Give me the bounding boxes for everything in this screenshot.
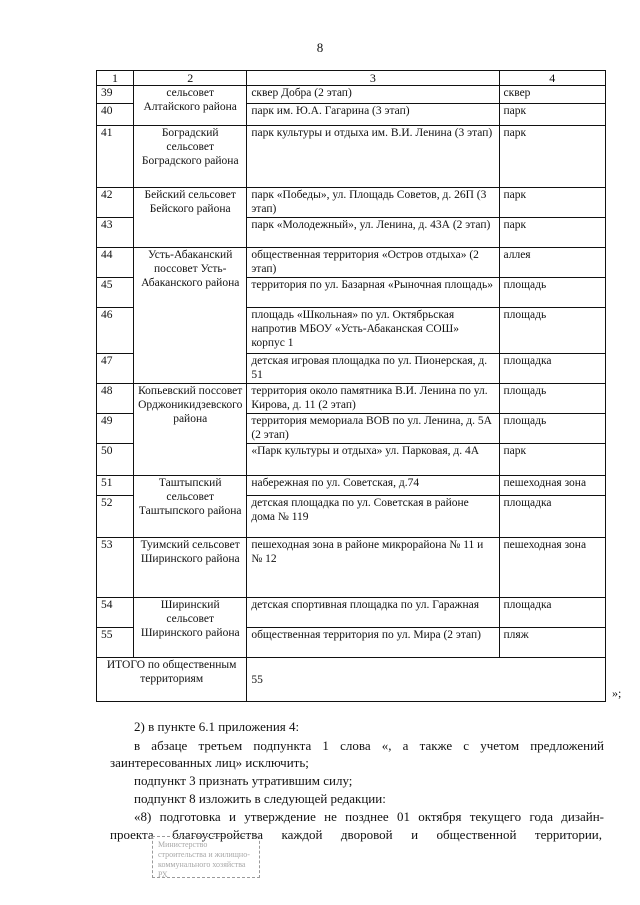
territory-cell: территория мемориала ВОВ по ул. Ленина, д. 5А (2 этап) bbox=[247, 414, 499, 444]
territory-cell: набережная по ул. Советская, д.74 bbox=[247, 476, 499, 496]
type-cell: аллея bbox=[499, 248, 605, 278]
row-number: 46 bbox=[97, 308, 134, 354]
type-cell: парк bbox=[499, 444, 605, 476]
type-cell: пляж bbox=[499, 628, 605, 658]
paragraph-new-text-line-2: проекта благоустройства каждой дворовой и общественной территории, bbox=[110, 827, 602, 842]
territory-cell: парк культуры и отдыха им. В.И. Ленина (3 этап) bbox=[247, 126, 499, 188]
registration-stamp: Министерство строительства и жилищно-коммунального хозяйства РХ bbox=[152, 836, 260, 878]
paragraph-subitem-3: подпункт 3 признать утратившим силу; bbox=[134, 773, 353, 788]
page-number: 8 bbox=[316, 40, 324, 55]
row-number: 51 bbox=[97, 476, 134, 496]
row-number: 55 bbox=[97, 628, 134, 658]
territory-cell: пешеходная зона в районе микрорайона № 11 и № 12 bbox=[247, 538, 499, 598]
paragraph-item-2: 2) в пункте 6.1 приложения 4: bbox=[134, 719, 300, 734]
municipality-cell: сельсовет Алтайского района bbox=[134, 86, 247, 126]
type-cell: площадка bbox=[499, 496, 605, 538]
table-row bbox=[97, 248, 606, 278]
territory-cell: территория по ул. Базарная «Рыночная площадь» bbox=[247, 278, 499, 308]
paragraph-subitem-1-line-2: заинтересованных лиц» исключить; bbox=[110, 755, 309, 770]
territory-cell: парк им. Ю.А. Гагарина (3 этап) bbox=[247, 104, 499, 126]
type-cell: парк bbox=[499, 218, 605, 248]
row-number: 48 bbox=[97, 384, 134, 414]
type-cell: парк bbox=[499, 126, 605, 188]
territory-cell: общественная территория «Остров отдыха» (2 этап) bbox=[247, 248, 499, 278]
territory-cell: общественная территория по ул. Мира (2 этап) bbox=[247, 628, 499, 658]
total-label: ИТОГО по общественным территориям bbox=[97, 658, 247, 702]
header-col-1: 1 bbox=[97, 71, 134, 86]
type-cell: площадь bbox=[499, 384, 605, 414]
table-row bbox=[97, 476, 606, 496]
municipality-cell: Ширинский сельсовет Ширинского района bbox=[134, 598, 247, 658]
municipality-cell: Таштыпский сельсовет Таштыпского района bbox=[134, 476, 247, 538]
type-cell: пешеходная зона bbox=[499, 476, 605, 496]
territory-cell: детская игровая площадка по ул. Пионерская, д. 51 bbox=[247, 354, 499, 384]
territory-cell: детская спортивная площадка по ул. Гаражная bbox=[247, 598, 499, 628]
type-cell: пешеходная зона bbox=[499, 538, 605, 598]
header-col-3: 3 bbox=[247, 71, 499, 86]
table-row bbox=[97, 86, 606, 104]
row-number: 47 bbox=[97, 354, 134, 384]
header-col-4: 4 bbox=[499, 71, 605, 86]
territory-cell: детская площадка по ул. Советская в районе дома № 119 bbox=[247, 496, 499, 538]
header-col-2: 2 bbox=[134, 71, 247, 86]
row-number: 40 bbox=[97, 104, 134, 126]
municipality-cell: Усть-Абаканский поссовет Усть-Абаканского района bbox=[134, 248, 247, 384]
territory-cell: «Парк культуры и отдыха» ул. Парковая, д. 4А bbox=[247, 444, 499, 476]
type-cell: площадка bbox=[499, 354, 605, 384]
municipality-cell: Боградский сельсовет Боградского района bbox=[134, 126, 247, 188]
row-number: 42 bbox=[97, 188, 134, 218]
total-row bbox=[97, 658, 606, 702]
territory-cell: территория около памятника В.И. Ленина по ул. Кирова, д. 11 (2 этап) bbox=[247, 384, 499, 414]
total-value: 55 bbox=[247, 658, 606, 702]
paragraph-subitem-1-line-1: в абзаце третьем подпункта 1 слова «, а также с учетом предложений bbox=[134, 738, 604, 753]
row-number: 45 bbox=[97, 278, 134, 308]
type-cell: площадь bbox=[499, 414, 605, 444]
row-number: 54 bbox=[97, 598, 134, 628]
municipality-cell: Бейский сельсовет Бейского района bbox=[134, 188, 247, 248]
paragraph-new-text-line-1: «8) подготовка и утверждение не позднее 01 октября текущего года дизайн- bbox=[134, 809, 604, 824]
row-number: 44 bbox=[97, 248, 134, 278]
row-number: 39 bbox=[97, 86, 134, 104]
type-cell: площадь bbox=[499, 308, 605, 354]
type-cell: парк bbox=[499, 104, 605, 126]
table-row bbox=[97, 126, 606, 188]
table-row bbox=[97, 384, 606, 414]
municipality-cell: Туимский сельсовет Ширинского района bbox=[134, 538, 247, 598]
territory-cell: парк «Победы», ул. Площадь Советов, д. 26П (3 этап) bbox=[247, 188, 499, 218]
row-number: 50 bbox=[97, 444, 134, 476]
row-number: 43 bbox=[97, 218, 134, 248]
paragraph-subitem-8: подпункт 8 изложить в следующей редакции: bbox=[134, 791, 386, 806]
type-cell: площадка bbox=[499, 598, 605, 628]
municipality-cell: Копьевский поссовет Орджоникидзевского района bbox=[134, 384, 247, 476]
row-number: 53 bbox=[97, 538, 134, 598]
table-closing-quote: »; bbox=[612, 686, 622, 700]
row-number: 49 bbox=[97, 414, 134, 444]
table-row bbox=[97, 188, 606, 218]
territories-table bbox=[96, 70, 606, 702]
territory-cell: площадь «Школьная» по ул. Октябрьская напротив МБОУ «Усть-Абаканская СОШ» корпус 1 bbox=[247, 308, 499, 354]
table-row bbox=[97, 538, 606, 598]
type-cell: сквер bbox=[499, 86, 605, 104]
territory-cell: сквер Добра (2 этап) bbox=[247, 86, 499, 104]
type-cell: парк bbox=[499, 188, 605, 218]
territory-cell: парк «Молодежный», ул. Ленина, д. 43А (2 этап) bbox=[247, 218, 499, 248]
type-cell: площадь bbox=[499, 278, 605, 308]
row-number: 52 bbox=[97, 496, 134, 538]
row-number: 41 bbox=[97, 126, 134, 188]
table-row bbox=[97, 598, 606, 628]
table-header-row bbox=[97, 71, 606, 86]
